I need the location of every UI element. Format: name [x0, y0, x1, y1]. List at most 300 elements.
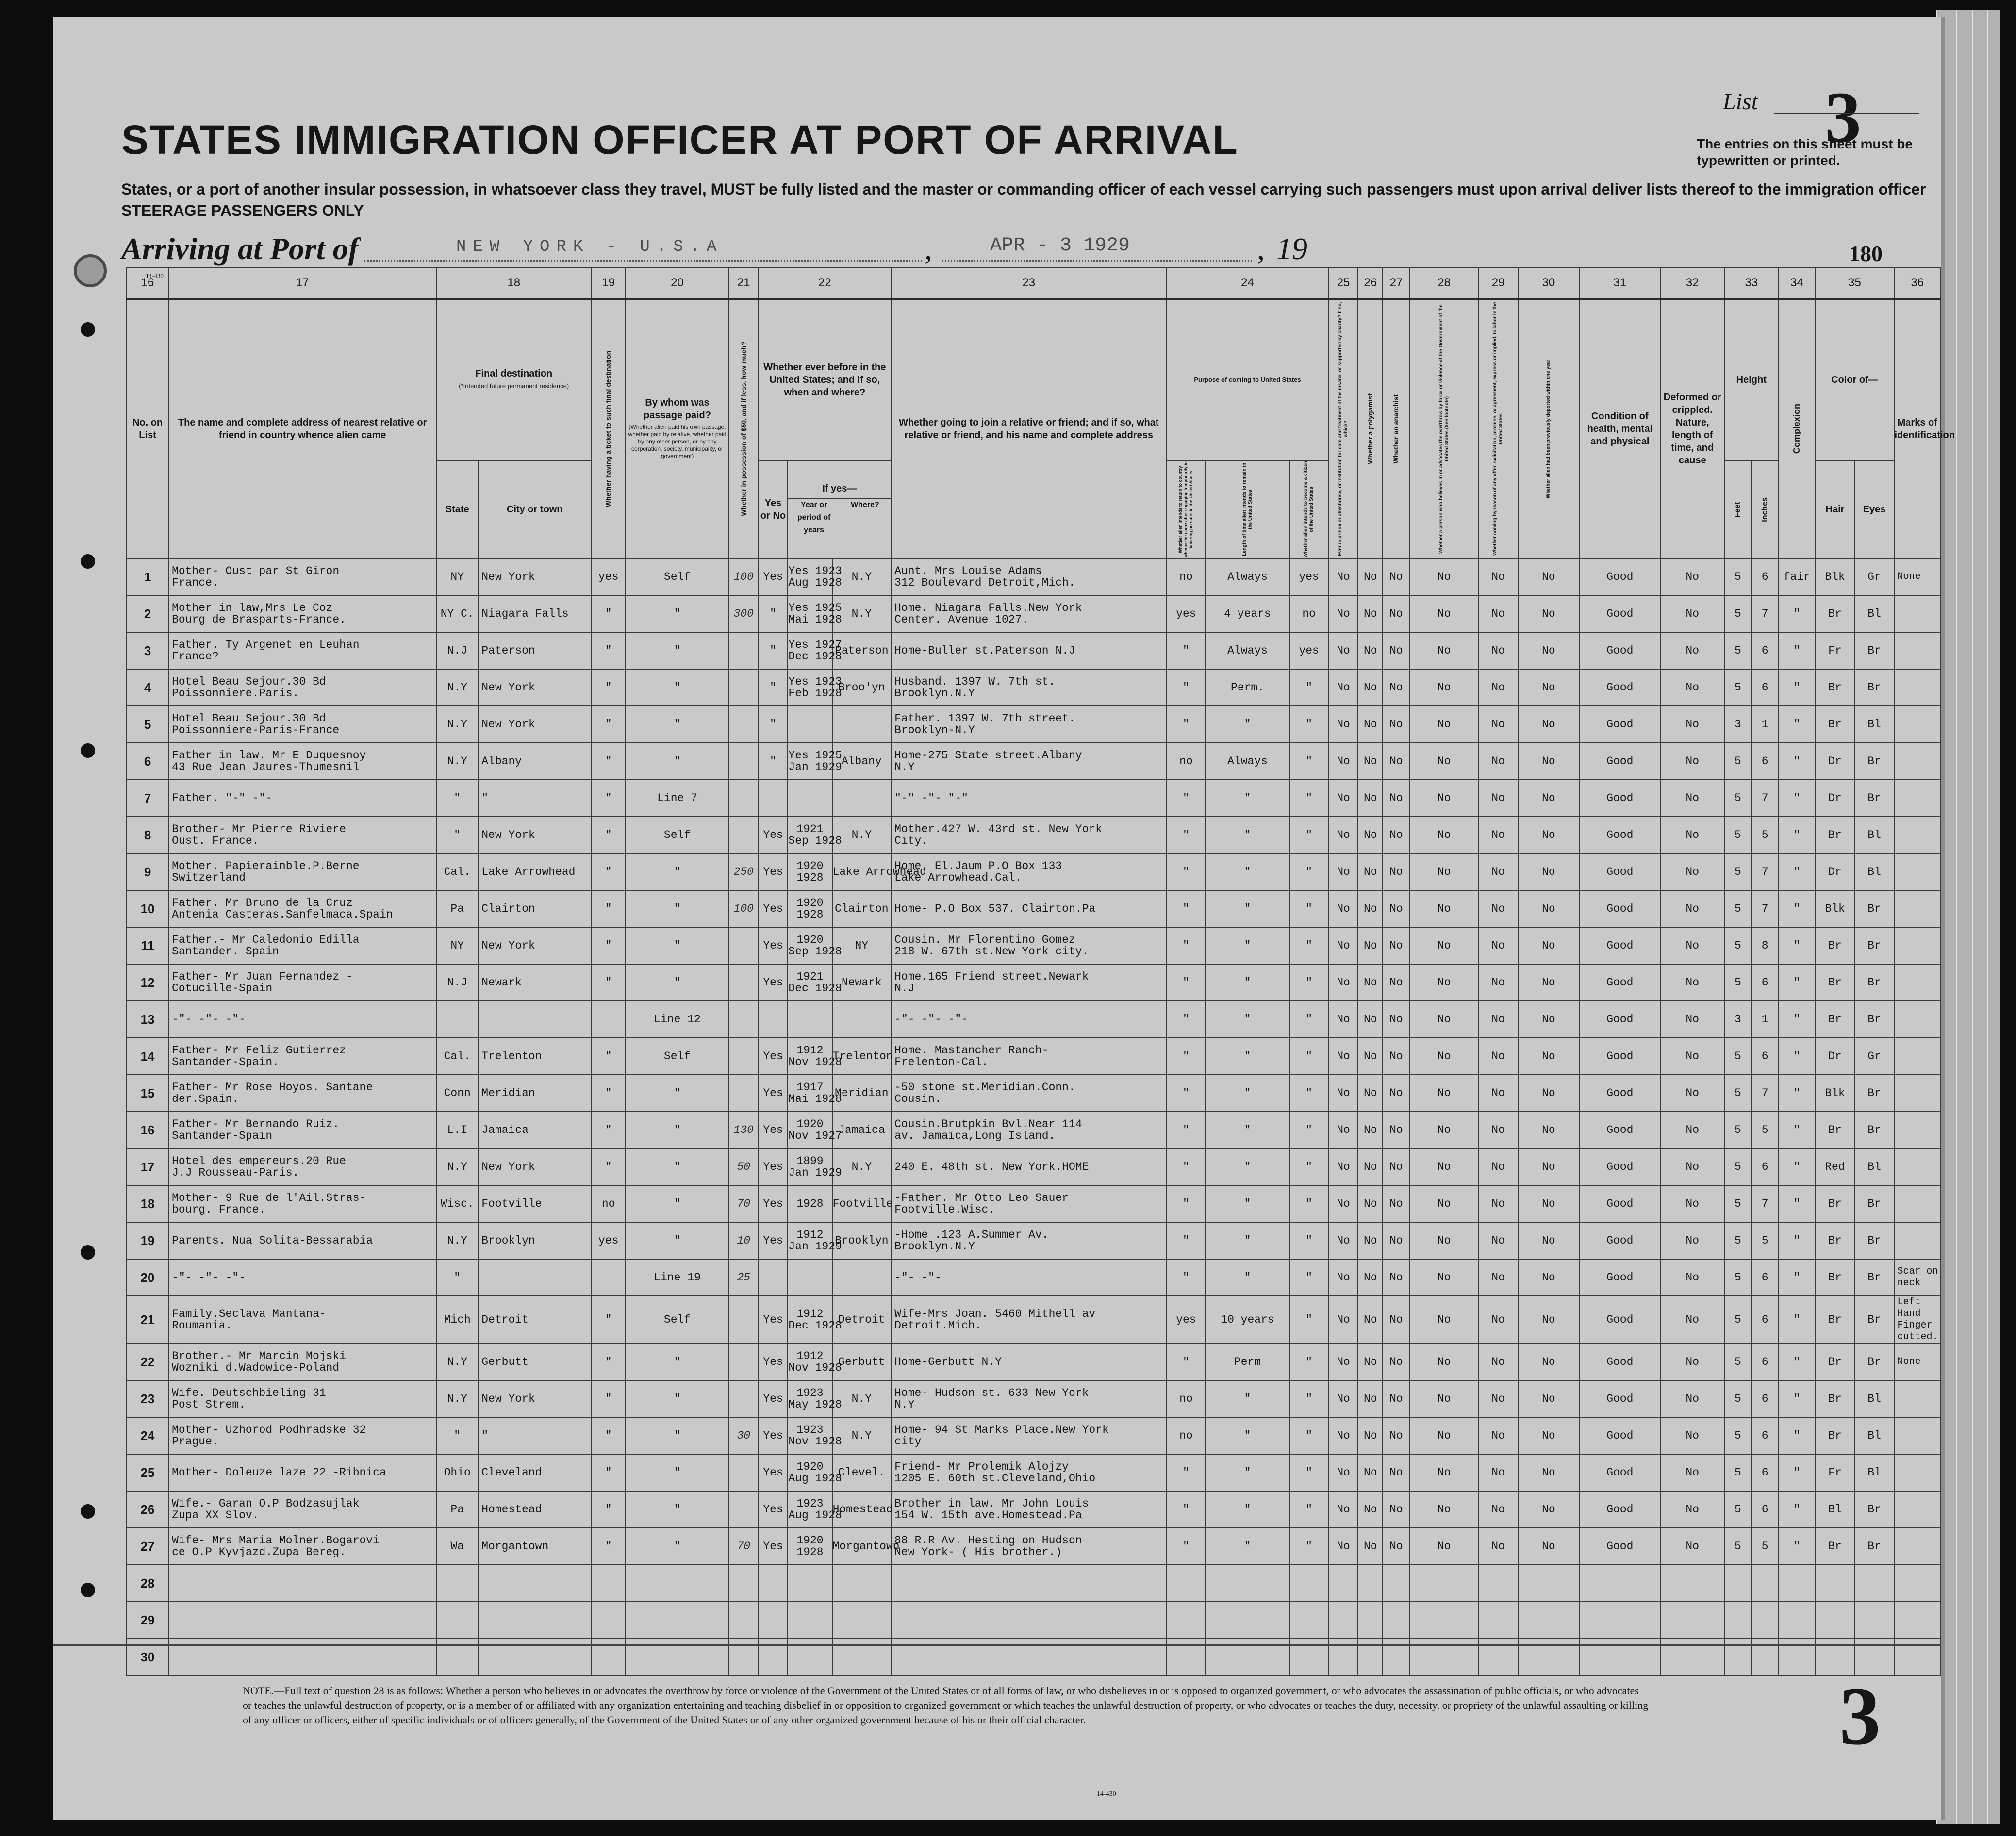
- complexion: [1778, 595, 1815, 632]
- joining-relative: [891, 669, 1166, 706]
- passage-paid-by-line: ": [674, 718, 681, 731]
- row-number: [127, 1148, 168, 1185]
- height-inches: [1752, 1528, 1779, 1565]
- q29: [1479, 669, 1518, 706]
- header-purpose-citizen: [1289, 460, 1329, 558]
- height-inches: [1752, 1075, 1779, 1112]
- dest-city: [478, 1038, 591, 1075]
- q28: [1410, 595, 1479, 632]
- purpose-citizen: [1289, 1112, 1329, 1148]
- joining-relative-line: Cousin.Brutpkin Bvl.Near 114: [894, 1118, 1082, 1131]
- ticket-line: yes: [598, 1234, 619, 1247]
- relative-address-line: France.: [172, 576, 219, 589]
- q30: [1518, 964, 1580, 1001]
- height-feet: [1724, 890, 1752, 927]
- purpose-return-line: ": [1183, 644, 1190, 657]
- passage-paid-by-line: ": [674, 1161, 681, 1173]
- anarchist-line: No: [1389, 866, 1403, 878]
- q28-line: No: [1437, 1013, 1451, 1026]
- row-number-line: 12: [140, 975, 155, 990]
- eyes: [1854, 964, 1894, 1001]
- health-line: Good: [1606, 1393, 1634, 1405]
- before-years-line: 1920: [796, 1534, 824, 1547]
- eyes-line: Br: [1867, 1013, 1881, 1026]
- row-number-line: 8: [144, 828, 151, 842]
- purpose-return: [1166, 1344, 1206, 1380]
- dest-city: [478, 669, 591, 706]
- anarchist-line: No: [1389, 1503, 1403, 1516]
- complexion: [1778, 817, 1815, 853]
- passage-paid-by: [626, 1296, 729, 1344]
- purpose-length: [1206, 1148, 1289, 1185]
- hair-line: Br: [1828, 1313, 1842, 1326]
- before-years: [788, 817, 842, 853]
- final-destination-label: Final destination: [475, 368, 553, 379]
- dest-city-line: Morgantown: [481, 1540, 549, 1553]
- before-years-line: Nov 1928: [788, 1056, 842, 1068]
- purpose-length-line: ": [1244, 866, 1251, 878]
- eyes-line: Br: [1867, 1540, 1881, 1553]
- before-yes-no: [759, 743, 788, 780]
- header-purpose-length: [1206, 460, 1289, 558]
- q30-line: No: [1542, 607, 1555, 620]
- q28-line: No: [1437, 1050, 1451, 1063]
- before-years-line: Aug 1928: [788, 1509, 842, 1522]
- q30: [1518, 743, 1580, 780]
- q30-line: No: [1542, 1161, 1555, 1173]
- purpose-return: [1166, 1222, 1206, 1259]
- ticket: [591, 1528, 626, 1565]
- col-num: 36: [1894, 267, 1941, 299]
- relative-address-line: -"- -"- -"-: [172, 1013, 246, 1026]
- health-line: Good: [1606, 1466, 1634, 1479]
- eyes: [1854, 1038, 1894, 1075]
- ticket-line: ": [605, 1124, 612, 1136]
- polygamist: [1358, 1344, 1383, 1380]
- table-row: [127, 1185, 1941, 1222]
- hair: [1815, 1001, 1854, 1038]
- height-feet: [1724, 1417, 1752, 1454]
- dest-state: [436, 817, 478, 853]
- passage-paid-by: [626, 817, 729, 853]
- anarchist: [1383, 632, 1410, 669]
- purpose-citizen-line: ": [1305, 939, 1313, 952]
- dest-state: [436, 1075, 478, 1112]
- polygamist-line: No: [1363, 1087, 1377, 1099]
- marks-line: None: [1897, 1356, 1921, 1367]
- before-yes-no-line: Yes: [763, 976, 783, 989]
- q29-line: No: [1491, 644, 1505, 657]
- ticket: [591, 1454, 626, 1491]
- anarchist: [1383, 853, 1410, 890]
- q29-line: No: [1491, 607, 1505, 620]
- punch-hole: [81, 322, 95, 337]
- q28-line: No: [1437, 1503, 1451, 1516]
- before-where-line: Homestead: [832, 1503, 893, 1516]
- money-line: 100: [733, 902, 754, 915]
- joining-relative-line: Cousin. Mr Florentino Gomez: [894, 934, 1075, 946]
- purpose-length: [1206, 1075, 1289, 1112]
- row-number-line: 18: [140, 1197, 155, 1211]
- complexion-line: ": [1793, 1161, 1801, 1173]
- before-years-line: Feb 1928: [788, 687, 842, 700]
- joining-relative-line: Home.165 Friend street.Newark: [894, 970, 1089, 983]
- purpose-length-line: ": [1244, 1540, 1251, 1553]
- before-years: [788, 890, 832, 927]
- q30-line: No: [1542, 792, 1555, 804]
- height-inches-line: 5: [1761, 1234, 1768, 1247]
- purpose-citizen-line: ": [1305, 755, 1313, 768]
- relative-address: [168, 1454, 436, 1491]
- relative-address: [168, 706, 436, 743]
- purpose-citizen: [1289, 853, 1329, 890]
- ticket-line: ": [605, 1356, 612, 1368]
- joining-relative: [891, 1185, 1166, 1222]
- eyes-line: Bl: [1867, 1161, 1881, 1173]
- purpose-length-line: Always: [1227, 644, 1268, 657]
- joining-relative-line: Home- 94 St Marks Place.New York: [894, 1424, 1109, 1436]
- q29-line: No: [1491, 1124, 1505, 1136]
- dest-city-line: Albany: [481, 755, 522, 768]
- prison-line: No: [1337, 1161, 1350, 1173]
- footer-form-number: 14-430: [1097, 1790, 1116, 1798]
- before-yes-no: [759, 1565, 788, 1602]
- polygamist-line: No: [1363, 1503, 1377, 1516]
- prison: [1329, 1185, 1358, 1222]
- deformed-line: No: [1686, 718, 1700, 731]
- q29: [1479, 964, 1518, 1001]
- relative-address: [168, 1075, 436, 1112]
- eyes: [1854, 1148, 1894, 1185]
- complexion-line: ": [1793, 866, 1801, 878]
- purpose-length: [1206, 1417, 1289, 1454]
- height-inches: [1752, 1417, 1779, 1454]
- purpose-citizen: [1289, 1148, 1329, 1185]
- q29-line: No: [1491, 1050, 1505, 1063]
- before-years-line: Sep 1928: [788, 945, 842, 958]
- hair: [1815, 1454, 1854, 1491]
- dest-city-line: New York: [481, 1161, 535, 1173]
- polygamist-line: No: [1363, 1466, 1377, 1479]
- dest-state: [436, 743, 478, 780]
- ticket: [591, 1038, 626, 1075]
- before-years-line: 1917: [796, 1081, 824, 1094]
- height-feet-line: 5: [1735, 902, 1741, 915]
- passage-note: (Whether alien paid his own passage, whether paid by relative, whether paid by any other person, or by any corporation, society, municipality, or government): [628, 423, 727, 459]
- polygamist-line: No: [1363, 1271, 1377, 1284]
- joining-relative-line: Husband. 1397 W. 7th st.: [894, 675, 1056, 688]
- deformed: [1660, 1038, 1724, 1075]
- purpose-citizen: [1289, 1602, 1329, 1639]
- height-feet: [1724, 780, 1752, 817]
- purpose-citizen: [1289, 1001, 1329, 1038]
- height-inches: [1752, 1185, 1779, 1222]
- before-years-line: Aug 1928: [788, 576, 842, 589]
- ticket-line: yes: [598, 571, 619, 583]
- dest-state: [436, 558, 478, 595]
- ticket-line: ": [605, 1503, 612, 1516]
- height-feet-line: 5: [1735, 1503, 1741, 1516]
- date-line: [942, 260, 1252, 262]
- before-where-line: N.Y: [851, 829, 872, 841]
- deformed-line: No: [1686, 1466, 1700, 1479]
- steerage-note: STEERAGE PASSENGERS ONLY: [121, 202, 364, 219]
- ticket: [591, 780, 626, 817]
- passage-paid-by-line: ": [674, 939, 681, 952]
- anarchist-line: No: [1389, 1271, 1403, 1284]
- q30-line: No: [1542, 829, 1555, 841]
- relative-address-line: bourg. France.: [172, 1203, 266, 1216]
- dest-city-line: Clairton: [481, 902, 535, 915]
- hair-line: Br: [1828, 829, 1842, 841]
- deformed: [1660, 1075, 1724, 1112]
- health: [1579, 1491, 1660, 1528]
- col-num: 35: [1815, 267, 1894, 299]
- before-yes-no: [759, 1038, 788, 1075]
- joining-relative-line: 312 Boulevard Detroit,Mich.: [894, 576, 1075, 589]
- height-inches-line: 7: [1761, 866, 1768, 878]
- eyes: [1854, 1491, 1894, 1528]
- dest-city-line: Trelenton: [481, 1050, 542, 1063]
- purpose-citizen-line: ": [1305, 1197, 1313, 1210]
- complexion: [1778, 632, 1815, 669]
- header-polygamist: [1358, 299, 1383, 558]
- eyes: [1854, 1296, 1894, 1344]
- q30-line: No: [1542, 1466, 1555, 1479]
- dest-city: [478, 1344, 591, 1380]
- prison-line: No: [1337, 902, 1350, 915]
- complexion: [1778, 706, 1815, 743]
- prison: [1329, 595, 1358, 632]
- prison-line: No: [1337, 1013, 1350, 1026]
- prison: [1329, 1417, 1358, 1454]
- deformed: [1660, 1001, 1724, 1038]
- purpose-return: [1166, 1038, 1206, 1075]
- table-row: [127, 1528, 1941, 1565]
- purpose-citizen-line: ": [1305, 1050, 1313, 1063]
- table-row: [127, 669, 1941, 706]
- polygamist: [1358, 669, 1383, 706]
- dest-state: [436, 595, 478, 632]
- ticket-line: no: [601, 1197, 615, 1210]
- anarchist: [1383, 1112, 1410, 1148]
- polygamist-line: No: [1363, 718, 1377, 731]
- health-line: Good: [1606, 1234, 1634, 1247]
- deformed: [1660, 890, 1724, 927]
- eyes-line: Br: [1867, 755, 1881, 768]
- q28: [1410, 1222, 1479, 1259]
- health-line: Good: [1606, 644, 1634, 657]
- q30: [1518, 927, 1580, 964]
- before-where-line: Clevel.: [838, 1466, 885, 1479]
- relative-address: [168, 1528, 436, 1565]
- purpose-length: [1206, 706, 1289, 743]
- hair-line: Dr: [1828, 1050, 1842, 1063]
- q30: [1518, 1038, 1580, 1075]
- prison: [1329, 1001, 1358, 1038]
- q30: [1518, 1417, 1580, 1454]
- purpose-citizen: [1289, 890, 1329, 927]
- before-years: [788, 1148, 842, 1185]
- marks: [1894, 743, 1941, 780]
- dest-state-line: N.Y: [447, 1356, 467, 1368]
- eyes-line: Br: [1867, 976, 1881, 989]
- anarchist: [1383, 1075, 1410, 1112]
- prison-line: No: [1337, 718, 1350, 731]
- before-where: [832, 1602, 892, 1639]
- q29-line: No: [1491, 1393, 1505, 1405]
- dest-state-line: N.Y: [447, 681, 467, 694]
- eyes: [1854, 1259, 1894, 1296]
- complexion-line: ": [1793, 1503, 1801, 1516]
- complexion-line: ": [1793, 939, 1801, 952]
- table-row: [127, 817, 1941, 853]
- dest-state-line: Ohio: [444, 1466, 471, 1479]
- ticket: [591, 890, 626, 927]
- before-years-line: 1912: [796, 1229, 824, 1241]
- purpose-return-line: ": [1183, 1540, 1190, 1553]
- purpose-citizen-line: ": [1305, 1356, 1313, 1368]
- dest-state-line: Cal.: [444, 866, 471, 878]
- before-where: [832, 853, 926, 890]
- before-years: [788, 595, 842, 632]
- anarchist: [1383, 1454, 1410, 1491]
- before-yes-no-line: Yes: [763, 1234, 783, 1247]
- table-row: [127, 853, 1941, 890]
- health: [1579, 853, 1660, 890]
- polygamist-line: No: [1363, 644, 1377, 657]
- height-inches: [1752, 1296, 1779, 1344]
- before-years-line: 1920: [796, 897, 824, 909]
- ticket: [591, 927, 626, 964]
- before-where-line: Morgantown: [832, 1540, 900, 1553]
- anarchist-line: No: [1389, 571, 1403, 583]
- eyes-line: Gr: [1867, 1050, 1881, 1063]
- passage-paid-by-line: ": [674, 644, 681, 657]
- money-line: 50: [737, 1161, 751, 1173]
- eyes-line: Bl: [1867, 1393, 1881, 1405]
- height-feet: [1724, 927, 1752, 964]
- relative-address-line: Antenia Casteras.Sanfelmaca.Spain: [172, 908, 393, 921]
- height-inches: [1752, 706, 1779, 743]
- height-inches: [1752, 1112, 1779, 1148]
- relative-address: [168, 1344, 436, 1380]
- row-number-line: 11: [141, 938, 154, 953]
- relative-address-line: ce O.P Kyvjazd.Zupa Bereg.: [172, 1546, 346, 1558]
- deformed: [1660, 706, 1724, 743]
- deformed-line: No: [1686, 976, 1700, 989]
- header-joining: Whether going to join a relative or friend; and if so, what relative or friend, and his name and complete address: [891, 299, 1166, 558]
- hair: [1815, 706, 1854, 743]
- before-years: [788, 1380, 842, 1417]
- hair-line: Blk: [1825, 571, 1845, 583]
- ticket-line: ": [605, 1313, 612, 1326]
- purpose-citizen-line: ": [1305, 1087, 1313, 1099]
- q28-line: No: [1437, 792, 1451, 804]
- q30: [1518, 669, 1580, 706]
- deformed: [1660, 1185, 1724, 1222]
- eyes: [1854, 927, 1894, 964]
- passage-paid-by: [626, 1528, 729, 1565]
- row-number: [127, 964, 168, 1001]
- table-row: [127, 780, 1941, 817]
- marks: [1894, 1259, 1941, 1296]
- before-years: [788, 853, 832, 890]
- passage-paid-by-line: ": [674, 902, 681, 915]
- purpose-length-line: ": [1244, 1161, 1251, 1173]
- purpose-length: [1206, 558, 1289, 595]
- col-num: 29: [1479, 267, 1518, 299]
- purpose-return: [1166, 817, 1206, 853]
- marks: [1894, 632, 1941, 669]
- before-where-line: Lake Arrowhead: [832, 866, 926, 878]
- ticket-line: ": [605, 866, 612, 878]
- purpose-citizen-line: ": [1305, 718, 1313, 731]
- joining-relative: [891, 1602, 1166, 1639]
- q28-line: No: [1437, 755, 1451, 768]
- header-final-destination: [436, 299, 591, 460]
- q30: [1518, 853, 1580, 890]
- before-yes-no: [759, 632, 788, 669]
- purpose-length: [1206, 1112, 1289, 1148]
- q30: [1518, 1380, 1580, 1417]
- purpose-return: [1166, 706, 1206, 743]
- prison: [1329, 1222, 1358, 1259]
- joining-relative: [891, 1259, 1166, 1296]
- ticket: [591, 817, 626, 853]
- dest-city: [478, 1528, 591, 1565]
- purpose-return-line: ": [1183, 718, 1190, 731]
- height-feet-line: 3: [1735, 1013, 1741, 1026]
- instructions: States, or a port of another insular possession, in whatsoever class they travel, MUST be fully listed and the master or commanding officer of each vessel carrying such passengers must upon arrival deliver lists thereof to the immigration officer: [121, 180, 1926, 198]
- row-number: [127, 1528, 168, 1565]
- purpose-citizen: [1289, 1296, 1329, 1344]
- row-number-line: 10: [140, 902, 155, 916]
- prison-line: No: [1337, 1271, 1350, 1284]
- before-yes-no-line: Yes: [763, 1356, 783, 1368]
- height-inches-line: 6: [1761, 1050, 1768, 1063]
- before-yes-no-line: Yes: [763, 829, 783, 841]
- q28-line: No: [1437, 1393, 1451, 1405]
- joining-relative-line: av. Jamaica,Long Island.: [894, 1130, 1056, 1142]
- height-feet: [1724, 632, 1752, 669]
- before-years: [788, 927, 842, 964]
- ticket: [591, 669, 626, 706]
- polygamist: [1358, 1417, 1383, 1454]
- relative-address-line: Post Strem.: [172, 1398, 246, 1411]
- ticket-line: ": [605, 1087, 612, 1099]
- complexion-line: ": [1793, 902, 1801, 915]
- purpose-return-line: ": [1183, 1197, 1190, 1210]
- before-where-line: Detroit: [838, 1313, 885, 1326]
- money: [729, 964, 759, 1001]
- q28-line: No: [1437, 1356, 1451, 1368]
- anarchist: [1383, 1296, 1410, 1344]
- before-where-line: N.Y: [851, 1161, 872, 1173]
- polygamist: [1358, 1296, 1383, 1344]
- height-feet: [1724, 1148, 1752, 1185]
- height-feet-line: 3: [1735, 718, 1741, 731]
- q28: [1410, 890, 1479, 927]
- height-inches: [1752, 1259, 1779, 1296]
- dest-state-line: ": [454, 792, 461, 804]
- anarchist: [1383, 1380, 1410, 1417]
- q28: [1410, 1602, 1479, 1639]
- joining-relative-line: N.Y: [894, 761, 915, 773]
- purpose-citizen: [1289, 632, 1329, 669]
- column-header-row: [127, 299, 1941, 460]
- health: [1579, 595, 1660, 632]
